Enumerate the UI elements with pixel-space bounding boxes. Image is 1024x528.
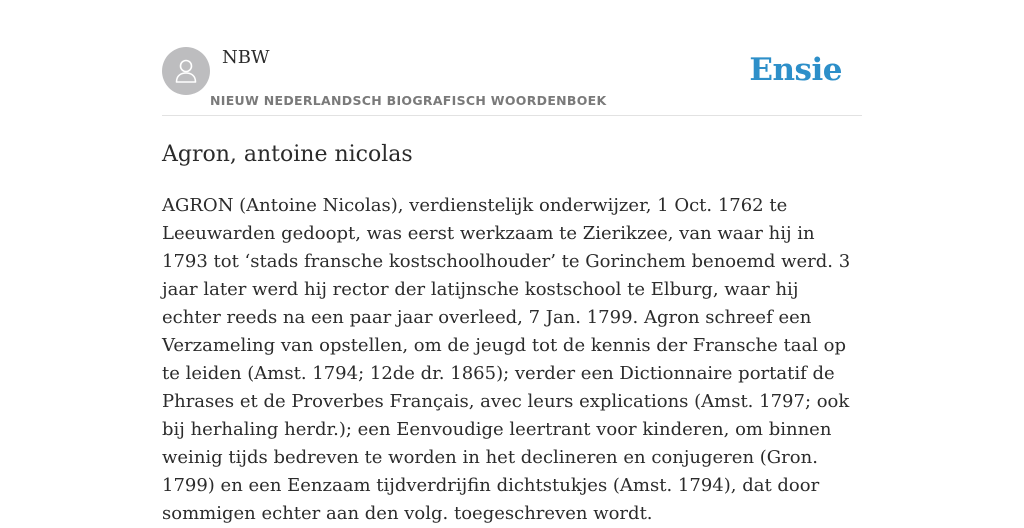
brand-logo[interactable]: Ensie — [749, 52, 842, 88]
article-body: AGRON (Antoine Nicolas), verdienstelijk onderwijzer, 1 Oct. 1762 te Leeuwarden gedoopt, was eerst werkzaam te Zierikzee, van waar hij in 1793 tot ‘stads fransche kostschoolhouder’ te Gorinchem benoemd werd. 3 jaar later werd hij rector der latijnsche kostschool te Elburg, waar hij echter reeds na een paar jaar overleed, 7 Jan. 1799. Agron schreef een Verzameling van opstellen, om de jeugd tot de kennis der Fransche taal op te leiden (Amst. 1794; 12de dr. 1865); verder een Dictionnaire portatif de Phrases et de Proverbes Français, avec leurs explications (Amst. 1797; ook bij herhaling herdr.); een Eenvoudige leertrant voor kinderen, om binnen weinig tijds bedreven te worden in het declineren en conjugeren (Gron. 1799) en een Eenzaam tijdverdrijfin dichtstukjes (Amst. 1794), dat door sommigen echter aan den volg. toegeschreven wordt. — [162, 195, 851, 524]
avatar[interactable] — [162, 47, 210, 95]
author-subtitle: NIEUW NEDERLANDSCH BIOGRAFISCH WOORDENBOEK — [210, 93, 607, 108]
author-name[interactable]: NBW — [222, 47, 270, 68]
page-title: Agron, antoine nicolas — [162, 142, 413, 167]
article-card — [162, 0, 862, 524]
header — [162, 0, 862, 116]
person-icon — [172, 57, 200, 85]
